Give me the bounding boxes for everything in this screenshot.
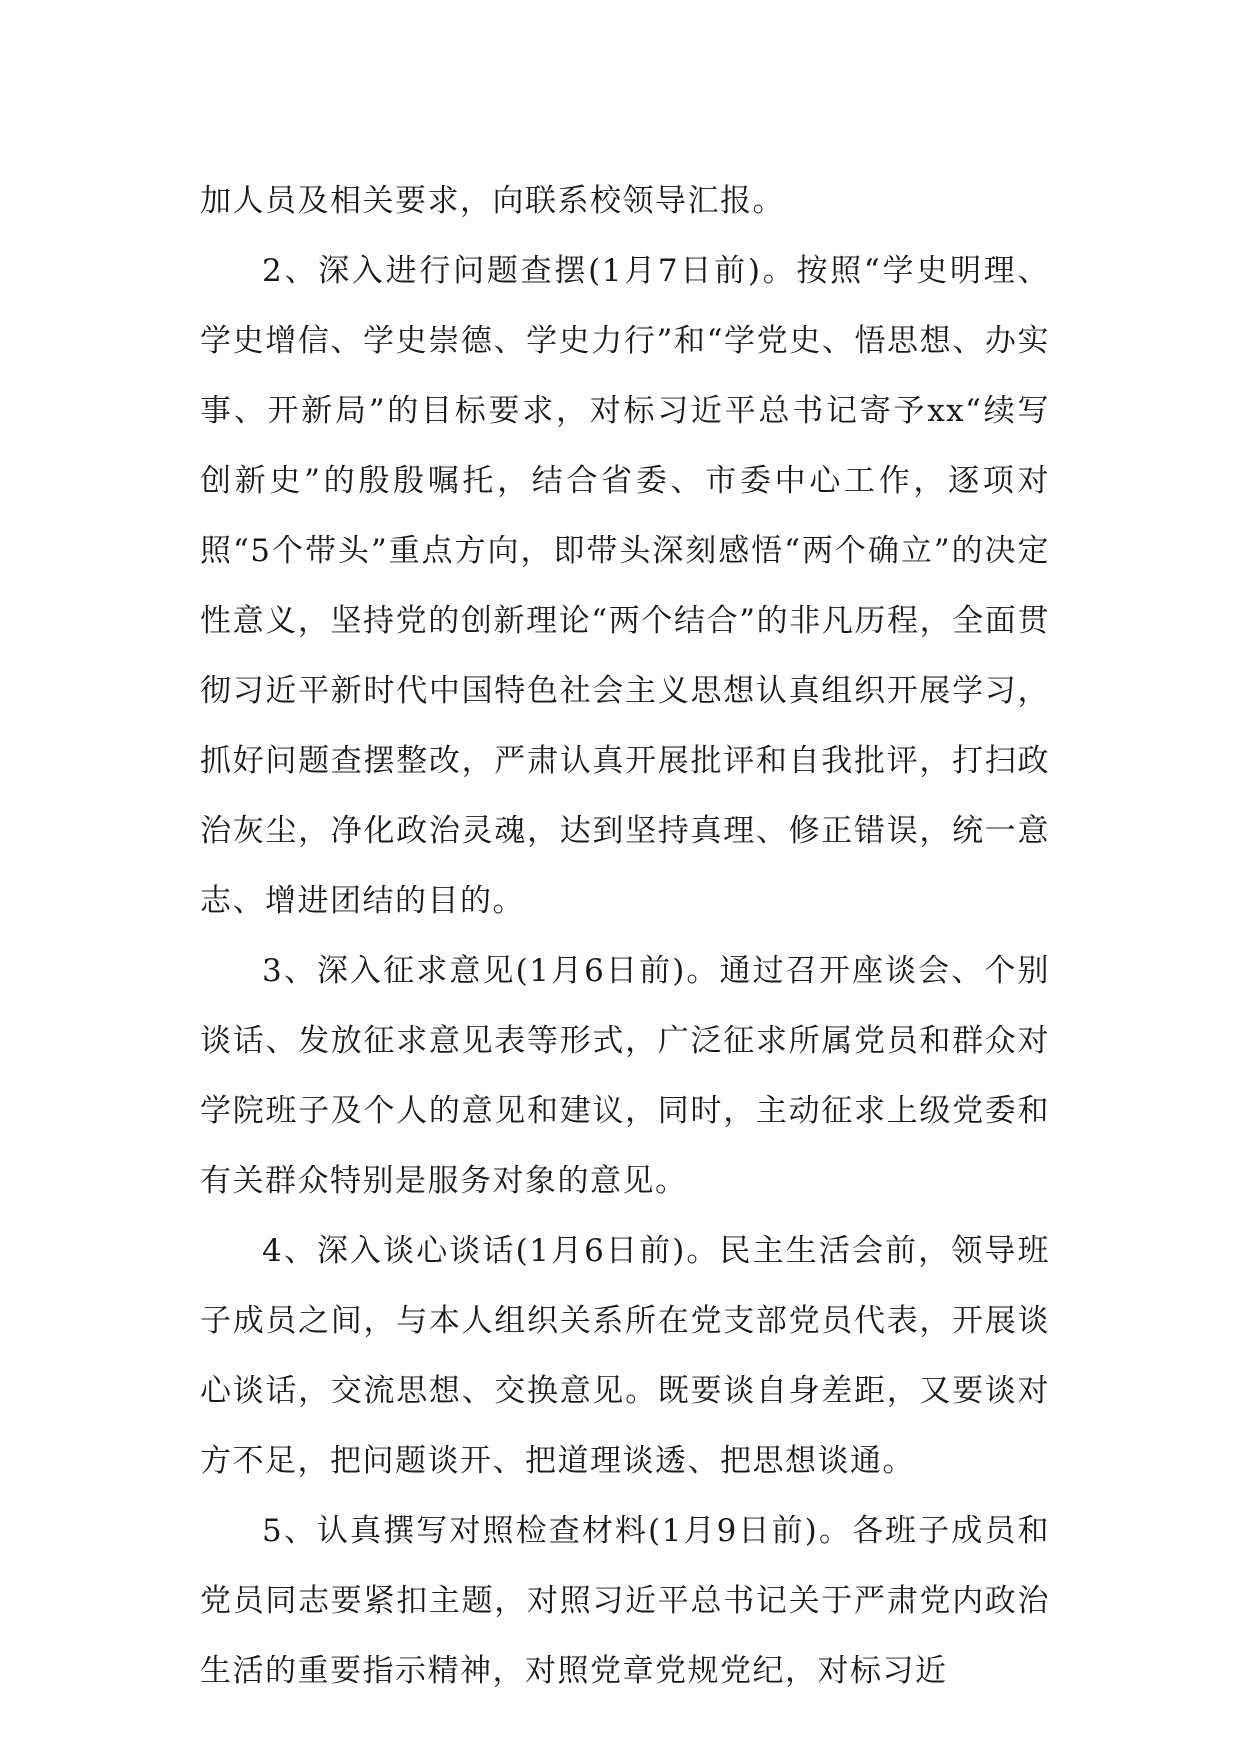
paragraph-continuation: 加人员及相关要求，向联系校领导汇报。	[200, 183, 785, 219]
paragraph-item-5: 5、认真撰写对照检查材料(1月9日前)。各班子成员和党员同志要紧扣主题，对照习近平总书记关于严肃党内政治生活的重要指示精神，对照党章党规党纪，对标习近	[200, 1513, 1050, 1689]
paragraph-item-4: 4、深入谈心谈话(1月6日前)。民主生活会前，领导班子成员之间，与本人组织关系所在党支部党员代表，开展谈心谈话，交流思想、交换意见。既要谈自身差距，又要谈对方不足，把问题谈开、把道理谈透、把思想谈通。	[200, 1233, 1050, 1479]
paragraph-item-3: 3、深入征求意见(1月6日前)。通过召开座谈会、个别谈话、发放征求意见表等形式，广泛征求所属党员和群众对学院班子及个人的意见和建议，同时，主动征求上级党委和有关群众特别是服务对象的意见。	[200, 953, 1050, 1199]
paragraph-item-2: 2、深入进行问题查摆(1月7日前)。按照“学史明理、学史增信、学史崇德、学史力行”和“学党史、悟思想、办实事、开新局”的目标要求，对标习近平总书记寄予xx“续写创新史”的殷殷嘱托，结合省委、市委中心工作，逐项对照“5个带头”重点方向，即带头深刻感悟“两个确立”的决定性意义，坚持党的创新理论“两个结合”的非凡历程，全面贯彻习近平新时代中国特色社会主义思想认真组织开展学习，抓好问题查摆整改，严肃认真开展批评和自我批评，打扫政治灰尘，净化政治灵魂，达到坚持真理、修正错误，统一意志、增进团结的目的。	[200, 253, 1050, 919]
document-body	[200, 166, 1050, 1706]
